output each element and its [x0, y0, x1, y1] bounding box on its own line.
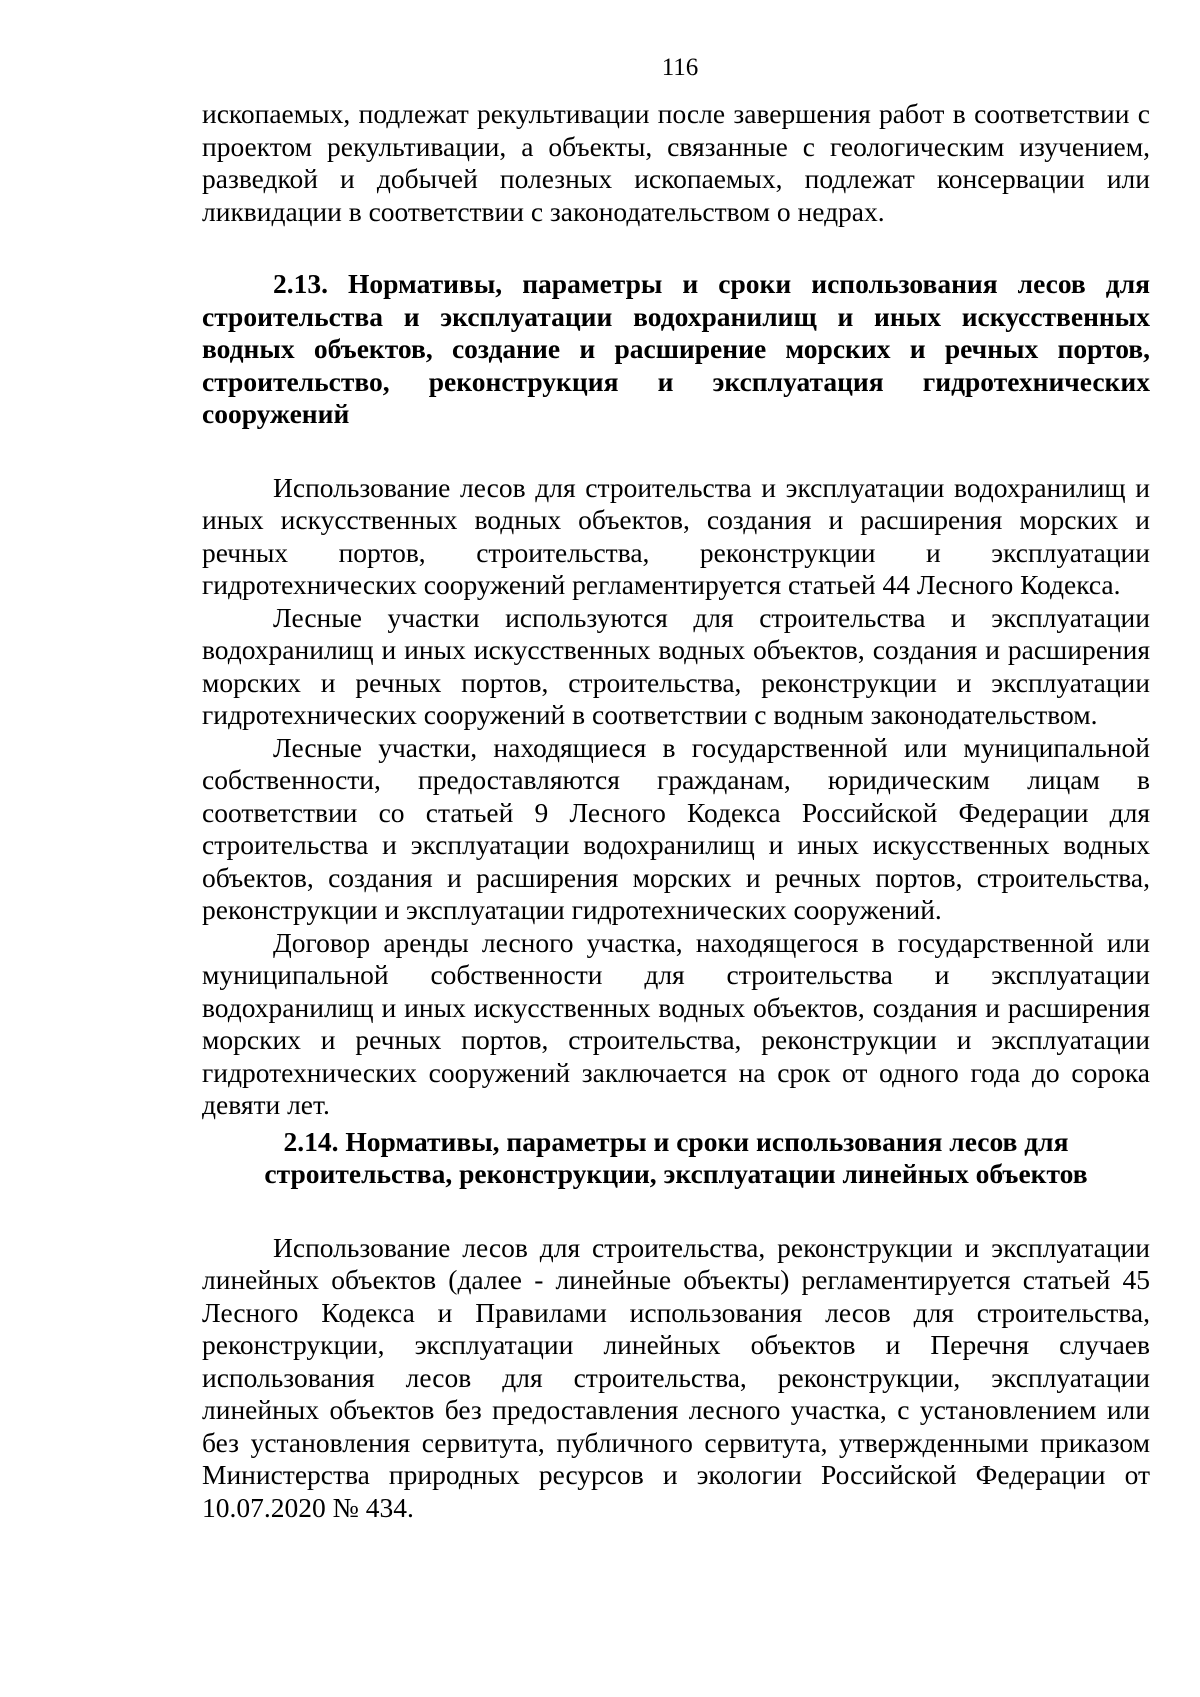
paragraph-forest-plots-usage: Лесные участки используются для строительства и эксплуатации водохранилищ и иных искусственных водных объектов, создания и расширения морских и речных портов, строительства, реконструкции и эксплуатации гидротехнических сооружений в соответствии с водным законодательством.: [202, 601, 1150, 730]
paragraph-lease-agreement: Договор аренды лесного участка, находящегося в государственной или муниципальной собственности для строительства и эксплуатации водохранилищ и иных искусственных водных объектов, создания и расширения морских и речных портов, строительства, реконструкции и эксплуатации гидротехнических сооружений заключается на срок от одного года до сорока девяти лет.: [202, 926, 1150, 1120]
section-heading-2-14: 2.14. Нормативы, параметры и сроки использования лесов для строительства, реконструкции, эксплуатации линейных объектов: [264, 1125, 1088, 1189]
section-heading-2-13: 2.13. Нормативы, параметры и сроки использования лесов для строительства и эксплуатации водохранилищ и иных искусственных водных объектов, создание и расширение морских и речных портов, строительство, реконструкция и эксплуатация гидротехнических сооружений: [202, 268, 1150, 429]
paragraph-forest-plots-provision: Лесные участки, находящиеся в государственной или муниципальной собственности, предоставляются гражданам, юридическим лицам в соответствии со статьей 9 Лесного Кодекса Российской Федерации для строительства и эксплуатации водохранилищ и иных искусственных водных объектов, создания и расширения морских и речных портов, строительства, реконструкции и эксплуатации гидротехнических сооружений.: [202, 731, 1150, 925]
paragraph-continuation: ископаемых, подлежат рекультивации после завершения работ в соответствии с проектом рекультивации, а объекты, связанные с геологическим изучением, разведкой и добычей полезных ископаемых, подлежат консервации или ликвидации в соответствии с законодательством о недрах.: [202, 98, 1150, 227]
paragraph-water-objects-usage: Использование лесов для строительства и эксплуатации водохранилищ и иных искусственных водных объектов, создания и расширения морских и речных портов, строительства, реконструкции и эксплуатации гидротехнических сооружений регламентируется статьей 44 Лесного Кодекса.: [202, 471, 1150, 600]
page-number: 116: [661, 54, 699, 81]
paragraph-linear-objects: Использование лесов для строительства, реконструкции и эксплуатации линейных объектов (далее - линейные объекты) регламентируется статьей 45 Лесного Кодекса и Правилами использования лесов для строительства, реконструкции, эксплуатации линейных объектов и Перечня случаев использования лесов для строительства, реконструкции, эксплуатации линейных объектов без предоставления лесного участка, с установлением или без установления сервитута, публичного сервитута, утвержденными приказом Министерства природных ресурсов и экологии Российской Федерации от 10.07.2020 № 434.: [202, 1231, 1150, 1523]
document-page: [202, 52, 1150, 1524]
